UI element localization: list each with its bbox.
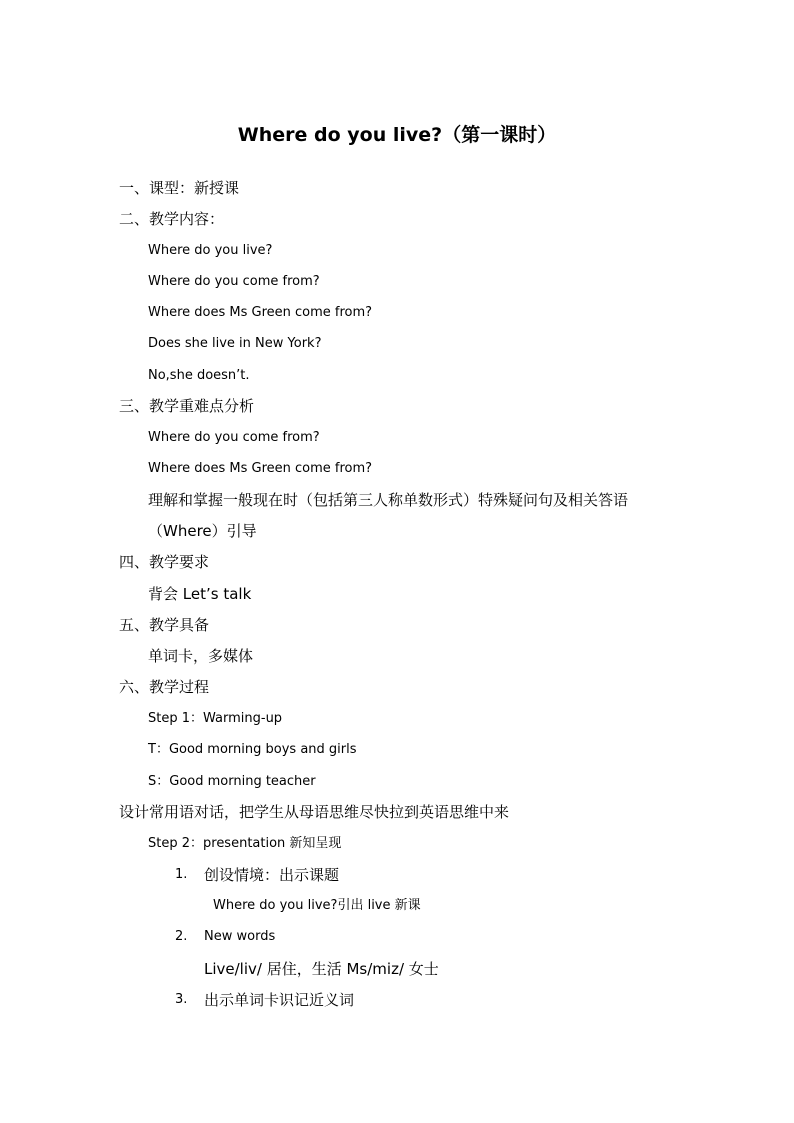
keypoint-line: 理解和掌握一般现在时（包括第三人称单数形式）特殊疑问句及相关答语: [148, 491, 629, 509]
student-line: S：Good morning teacher: [148, 774, 316, 789]
materials-line: 单词卡，多媒体: [148, 647, 254, 665]
section-lesson-type: 一、课型：新授课: [119, 179, 240, 197]
requirement-line: 背会 Let’s talk: [148, 585, 252, 603]
section-requirements: 四、教学要求: [119, 553, 210, 571]
keypoint-line: Where does Ms Green come from?: [148, 461, 373, 476]
list-item-text: New words: [204, 929, 276, 944]
list-item-number: 2.: [175, 929, 188, 944]
keypoint-line: Where do you come from?: [148, 430, 320, 445]
step-1-heading: Step 1：Warming-up: [148, 711, 283, 726]
design-note: 设计常用语对话，把学生从母语思维尽快拉到英语思维中来: [119, 803, 510, 821]
content-line: Does she live in New York?: [148, 336, 322, 351]
section-process: 六、教学过程: [119, 678, 210, 696]
section-teaching-content: 二、教学内容：: [119, 210, 225, 228]
section-materials: 五、教学具备: [119, 616, 210, 634]
step-2-heading: Step 2：presentation 新知呈现: [148, 836, 342, 851]
content-line: Where do you live?: [148, 243, 273, 258]
teacher-line: T：Good morning boys and girls: [148, 742, 357, 757]
list-item-text: 创设情境：出示课题: [204, 866, 340, 884]
list-item-number: 3.: [175, 992, 188, 1007]
list-item-detail: Live/liv/ 居住，生活 Ms/miz/ 女士: [204, 960, 439, 978]
list-item-detail: Where do you live?引出 live 新课: [213, 898, 421, 913]
keypoint-line: （Where）引导: [148, 522, 257, 540]
section-key-points: 三、教学重难点分析: [119, 397, 255, 415]
content-line: Where does Ms Green come from?: [148, 305, 373, 320]
content-line: Where do you come from?: [148, 274, 320, 289]
list-item-text: 出示单词卡识记近义词: [204, 991, 355, 1009]
content-line: No,she doesn’t.: [148, 368, 250, 383]
list-item-number: 1.: [175, 867, 188, 882]
document-title: Where do you live?（第一课时）: [237, 124, 557, 146]
